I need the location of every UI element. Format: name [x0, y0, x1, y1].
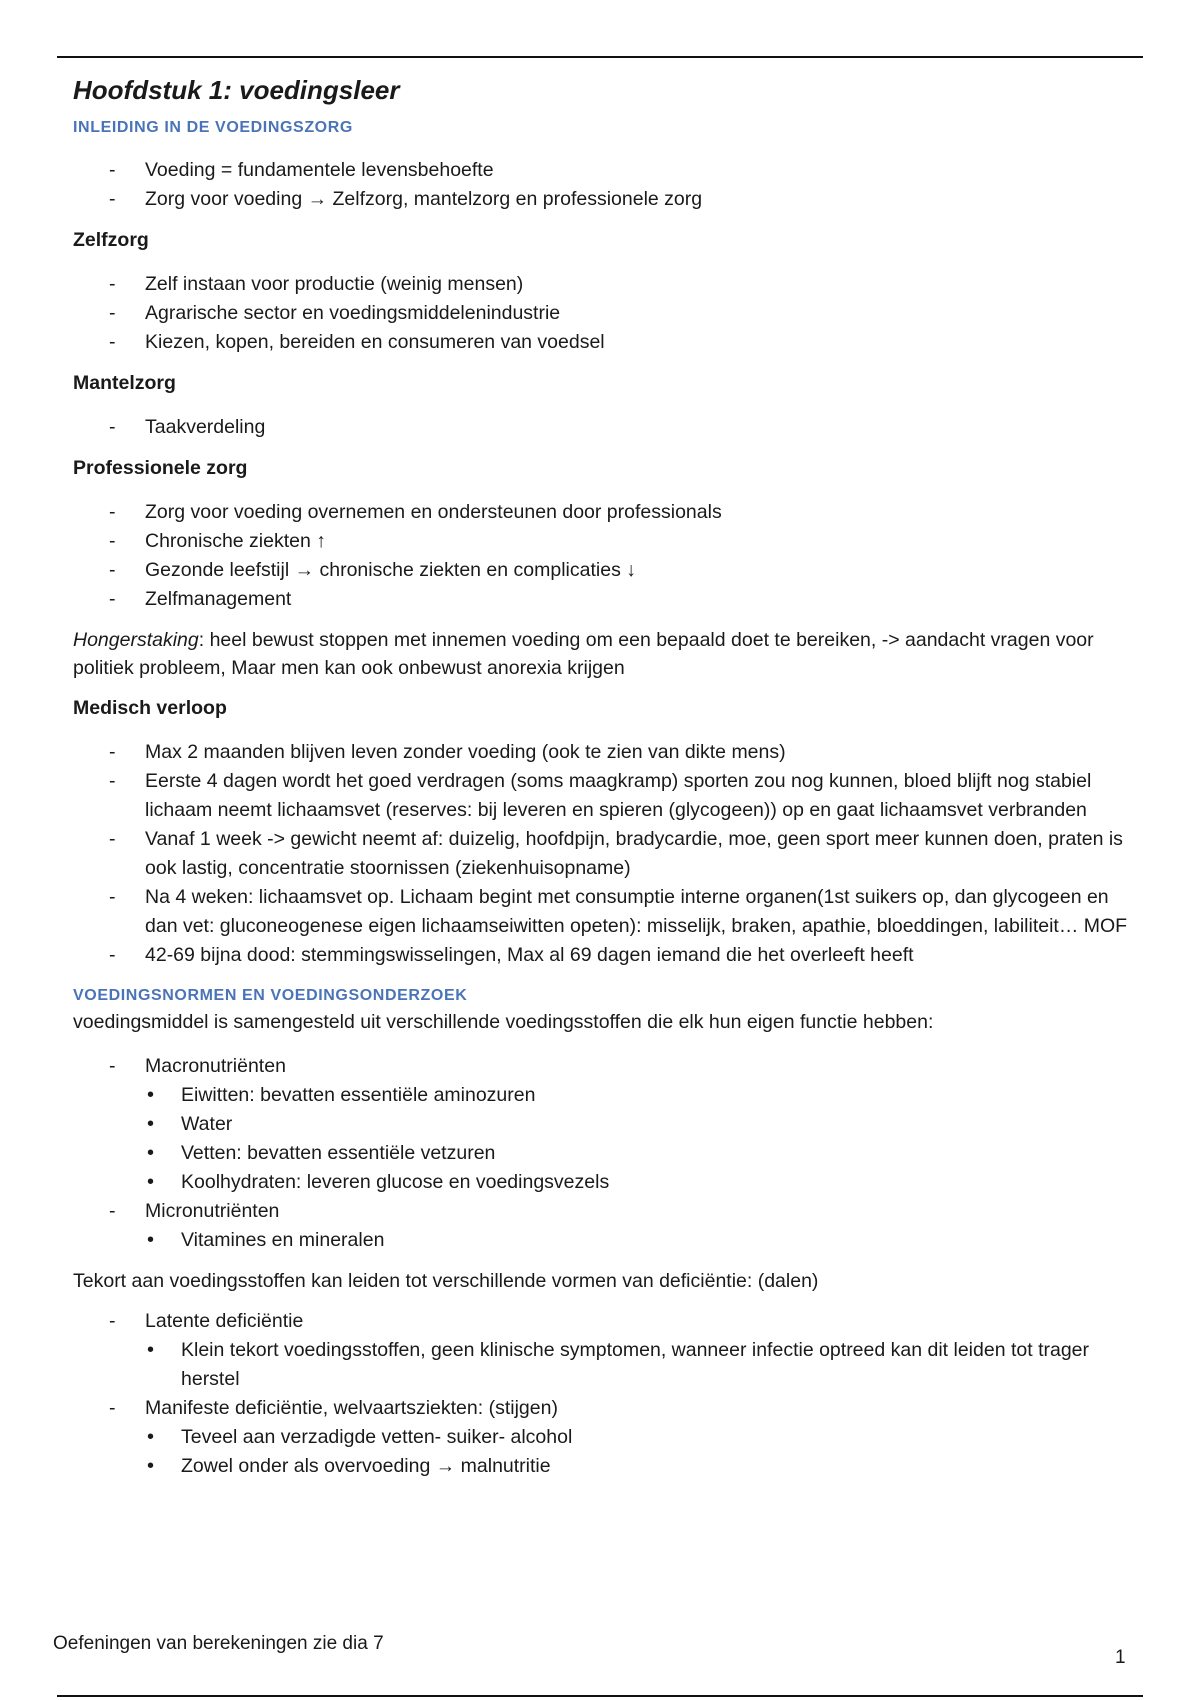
list-item: - Vanaf 1 week -> gewicht neemt af: duizelig, hoofdpijn, bradycardie, moe, geen sport meer kunnen doen, praten is ook lastig, concentratie stoornissen (ziekenhuisopname): [73, 825, 1133, 883]
subheading-professionele-zorg: Professionele zorg: [73, 457, 248, 479]
list-item: - Zelfmanagement: [73, 585, 1133, 614]
list-item: - Kiezen, kopen, bereiden en consumeren van voedsel: [73, 328, 1133, 357]
mantelzorg-list: [73, 413, 1133, 442]
sublist-item: • Water: [145, 1110, 1133, 1139]
list-item: - Voeding = fundamentele levensbehoefte: [73, 156, 1133, 185]
micro-sublist: [145, 1226, 1133, 1255]
sublist-item: • Klein tekort voedingsstoffen, geen klinische symptomen, wanneer infectie optreed kan dit leiden tot trager herstel: [145, 1336, 1133, 1394]
subheading-mantelzorg: Mantelzorg: [73, 372, 176, 394]
subheading-zelfzorg: Zelfzorg: [73, 229, 149, 251]
footer-note: Oefeningen van berekeningen zie dia 7: [53, 1633, 384, 1654]
footer-rule: [57, 1695, 1143, 1697]
list-item-latente-deficientie: [73, 1307, 1133, 1394]
nutrients-list: [73, 1052, 1133, 1255]
sublist-item: • Koolhydraten: leveren glucose en voedingsvezels: [145, 1168, 1133, 1197]
hongerstaking-text: : heel bewust stoppen met innemen voeding om een bepaald doet te bereiken, -> aandacht vragen voor politiek probleem, Maar men kan ook onbewust anorexia krijgen: [73, 629, 1094, 679]
macro-label: Macronutriënten: [145, 1055, 286, 1077]
list-item: - Zelf instaan voor productie (weinig mensen): [73, 270, 1133, 299]
chapter-title: Hoofdstuk 1: voedingsleer: [73, 75, 400, 105]
hongerstaking-term: Hongerstaking: [73, 629, 199, 651]
hongerstaking-paragraph: [73, 626, 1133, 682]
sublist-item: • Eiwitten: bevatten essentiële aminozuren: [145, 1081, 1133, 1110]
list-item: - Na 4 weken: lichaamsvet op. Lichaam begint met consumptie interne organen(1st suikers op, dan glycogeen en dan vet: gluconeogenese eigen lichaamseiwitten opeten): misselijk, braken, apathie, bloeddingen, labiliteit… MOF: [73, 883, 1133, 941]
list-item: - 42-69 bijna dood: stemmingswisselingen, Max al 69 dagen iemand die het overleeft heeft: [73, 941, 1133, 970]
latent-label: Latente deficiëntie: [145, 1310, 304, 1332]
list-item: - Chronische ziekten ↑: [73, 527, 1133, 556]
tekort-paragraph: Tekort aan voedingsstoffen kan leiden tot verschillende vormen van deficiëntie: (dalen): [73, 1270, 819, 1292]
sublist-item: • Vitamines en mineralen: [145, 1226, 1133, 1255]
list-item: - Zorg voor voeding → Zelfzorg, mantelzorg en professionele zorg: [73, 185, 1133, 214]
sublist-item: • Vetten: bevatten essentiële vetzuren: [145, 1139, 1133, 1168]
list-item-macronutrienten: [73, 1052, 1133, 1197]
inleiding-list: [73, 156, 1133, 214]
subheading-medisch-verloop: Medisch verloop: [73, 697, 227, 719]
list-item: - Taakverdeling: [73, 413, 1133, 442]
sublist-item: • Teveel aan verzadigde vetten- suiker- alcohol: [145, 1423, 1133, 1452]
sublist-item: • Zowel onder als overvoeding → malnutritie: [145, 1452, 1133, 1481]
header-rule: [57, 56, 1143, 58]
section-heading-voedingsnormen: VOEDINGSNORMEN EN VOEDINGSONDERZOEK: [73, 987, 468, 1004]
list-item: - Eerste 4 dagen wordt het goed verdragen (soms maagkramp) sporten zou nog kunnen, bloed blijft nog stabiel lichaam neemt lichaamsvet (reserves: bij leveren en spieren (glycogeen)) op en gaat lichaamsvet verbranden: [73, 767, 1133, 825]
spacer: [73, 970, 1133, 984]
zelfzorg-list: [73, 270, 1133, 357]
document-body: [73, 72, 1133, 1481]
list-item-manifeste-deficientie: [73, 1394, 1133, 1481]
list-item: - Gezonde leefstijl → chronische ziekten en complicaties ↓: [73, 556, 1133, 585]
medisch-verloop-list: [73, 738, 1133, 970]
voedingsmiddel-intro: voedingsmiddel is samengesteld uit verschillende voedingsstoffen die elk hun eigen functie hebben:: [73, 1011, 934, 1033]
latent-sublist: [145, 1336, 1133, 1394]
macro-sublist: [145, 1081, 1133, 1197]
deficientie-list: [73, 1307, 1133, 1481]
professionele-zorg-list: [73, 498, 1133, 614]
list-item: - Zorg voor voeding overnemen en ondersteunen door professionals: [73, 498, 1133, 527]
manifest-label: Manifeste deficiëntie, welvaartsziekten: (stijgen): [145, 1397, 558, 1419]
list-item: - Agrarische sector en voedingsmiddelenindustrie: [73, 299, 1133, 328]
micro-label: Micronutriënten: [145, 1200, 280, 1222]
list-item: - Max 2 maanden blijven leven zonder voeding (ook te zien van dikte mens): [73, 738, 1133, 767]
section-heading-inleiding: INLEIDING IN DE VOEDINGSZORG: [73, 119, 353, 136]
page-number: 1: [1115, 1647, 1126, 1668]
manifest-sublist: [145, 1423, 1133, 1481]
list-item-micronutrienten: [73, 1197, 1133, 1255]
